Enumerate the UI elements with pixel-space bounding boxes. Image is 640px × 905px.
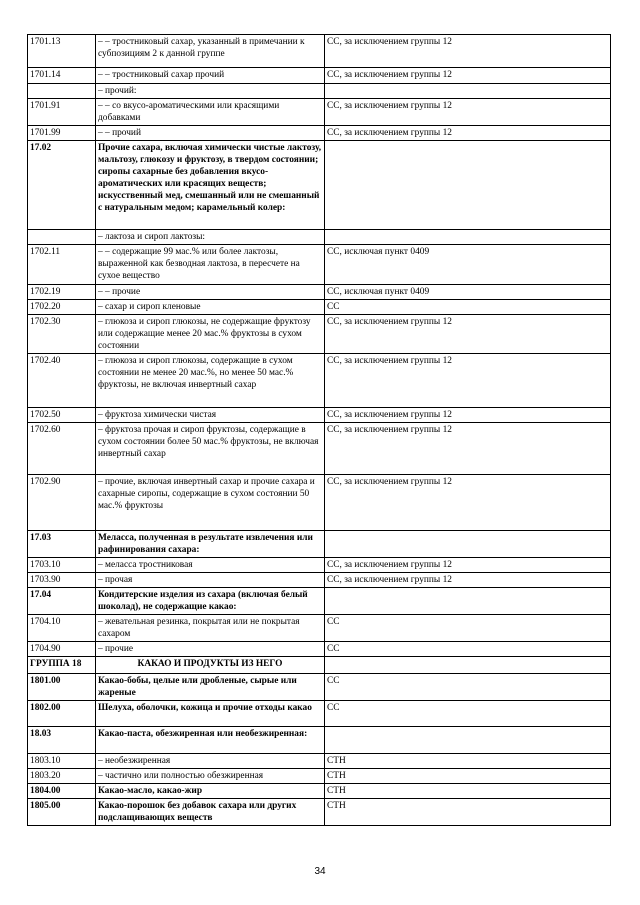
table-row: [28, 588, 611, 615]
table-row: [28, 558, 611, 573]
description-cell: Какао-порошок без добавок сахара или других подслащивающих веществ: [96, 799, 325, 826]
description-cell: – необезжиренная: [96, 754, 325, 769]
group-title: КАКАО И ПРОДУКТЫ ИЗ НЕГО: [96, 657, 325, 674]
table-row: [28, 68, 611, 84]
table-row: [28, 285, 611, 300]
table-row: [28, 245, 611, 285]
certification-cell: СТН: [325, 754, 611, 769]
certification-cell: СС, за исключением группы 12: [325, 315, 611, 354]
description-cell: – – тростниковый сахар, указанный в примечании к субпозициям 2 к данной группе: [96, 35, 325, 68]
certification-cell: СС, за исключением группы 12: [325, 558, 611, 573]
table-row: [28, 531, 611, 558]
description-cell: – – содержащие 99 мас.% или более лактозы, выраженной как безводная лактоза, в пересчете на сухое вещество: [96, 245, 325, 285]
hs-code-cell: 1703.90: [28, 573, 96, 588]
hs-code-cell: 1803.10: [28, 754, 96, 769]
description-cell: Какао-паста, обезжиренная или необезжиренная:: [96, 727, 325, 754]
hs-code-cell: 1805.00: [28, 799, 96, 826]
hs-code-cell: 1702.30: [28, 315, 96, 354]
table-row: [28, 615, 611, 642]
description-cell: – прочие: [96, 642, 325, 657]
table-row: [28, 674, 611, 701]
description-cell: Шелуха, оболочки, кожица и прочие отходы какао: [96, 701, 325, 727]
hs-code-cell: 1704.90: [28, 642, 96, 657]
hs-code-cell: 1701.99: [28, 126, 96, 141]
hs-code-cell: 1702.20: [28, 300, 96, 315]
table-row: [28, 408, 611, 423]
hs-code-cell: [28, 230, 96, 245]
table-row: [28, 354, 611, 408]
table-row: [28, 126, 611, 141]
description-cell: – – прочий: [96, 126, 325, 141]
description-cell: Меласса, полученная в результате извлечения или рафинирования сахара:: [96, 531, 325, 558]
tariff-table: [27, 34, 611, 826]
certification-cell: СС: [325, 300, 611, 315]
certification-cell: СС, за исключением группы 12: [325, 475, 611, 531]
hs-code-cell: 1702.90: [28, 475, 96, 531]
table-row: [28, 769, 611, 784]
description-cell: – – прочие: [96, 285, 325, 300]
description-cell: – глюкоза и сироп глюкозы, не содержащие фруктозу или содержащие менее 20 мас.% фруктозы в сухом состоянии: [96, 315, 325, 354]
table-row: [28, 642, 611, 657]
certification-cell: СС, за исключением группы 12: [325, 573, 611, 588]
hs-code-cell: [28, 84, 96, 99]
table-row: [28, 784, 611, 799]
table-row: [28, 701, 611, 727]
description-cell: Прочие сахара, включая химически чистые лактозу, мальтозу, глюкозу и фруктозу, в твердом состоянии; сиропы сахарные без добавления вкусо-ароматических или красящих веществ; искусственный мед, смешанный или не смешанный с натуральным медом; карамельный колер:: [96, 141, 325, 230]
description-cell: – сахар и сироп кленовые: [96, 300, 325, 315]
hs-code-cell: 17.02: [28, 141, 96, 230]
table-row: [28, 799, 611, 826]
hs-code-cell: 1702.19: [28, 285, 96, 300]
group-label: ГРУППА 18: [28, 657, 96, 674]
table-row: [28, 657, 611, 674]
certification-cell: СС, за исключением группы 12: [325, 126, 611, 141]
certification-cell: [325, 230, 611, 245]
table-row: [28, 84, 611, 99]
table-row: [28, 573, 611, 588]
certification-cell: СС, за исключением группы 12: [325, 35, 611, 68]
hs-code-cell: 1702.40: [28, 354, 96, 408]
certification-cell: СС, за исключением группы 12: [325, 423, 611, 475]
description-cell: – – со вкусо-ароматическими или красящими добавками: [96, 99, 325, 126]
description-cell: – жевательная резинка, покрытая или не покрытая сахаром: [96, 615, 325, 642]
description-cell: – частично или полностью обезжиренная: [96, 769, 325, 784]
certification-cell: СТН: [325, 769, 611, 784]
hs-code-cell: 1801.00: [28, 674, 96, 701]
certification-cell: [325, 531, 611, 558]
page-number: 34: [314, 866, 326, 877]
description-cell: – фруктоза прочая и сироп фруктозы, содержащие в сухом состоянии более 50 мас.% фруктозы, не включая инвертный сахар: [96, 423, 325, 475]
certification-cell: СС: [325, 674, 611, 701]
certification-cell: СС, за исключением группы 12: [325, 99, 611, 126]
certification-cell: СС, за исключением группы 12: [325, 354, 611, 408]
certification-cell: СС, за исключением группы 12: [325, 68, 611, 84]
description-cell: Какао-бобы, целые или дробленые, сырые или жареные: [96, 674, 325, 701]
table-row: [28, 35, 611, 68]
description-cell: – меласса тростниковая: [96, 558, 325, 573]
certification-cell: [325, 727, 611, 754]
certification-cell: СТН: [325, 799, 611, 826]
certification-cell: СС, за исключением группы 12: [325, 408, 611, 423]
certification-cell: [325, 84, 611, 99]
table-row: [28, 99, 611, 126]
certification-cell: [325, 141, 611, 230]
hs-code-cell: 1702.60: [28, 423, 96, 475]
hs-code-cell: 1703.10: [28, 558, 96, 573]
hs-code-cell: 17.04: [28, 588, 96, 615]
description-cell: – прочая: [96, 573, 325, 588]
hs-code-cell: 18.03: [28, 727, 96, 754]
hs-code-cell: 1802.00: [28, 701, 96, 727]
table-row: [28, 423, 611, 475]
table-body: [28, 35, 611, 826]
description-cell: Какао-масло, какао-жир: [96, 784, 325, 799]
hs-code-cell: 1804.00: [28, 784, 96, 799]
certification-cell: СС: [325, 615, 611, 642]
description-cell: – – тростниковый сахар прочий: [96, 68, 325, 84]
description-cell: – прочие, включая инвертный сахар и прочие сахара и сахарные сиропы, содержащие в сухом состоянии 50 мас.% фруктозы: [96, 475, 325, 531]
hs-code-cell: 1702.50: [28, 408, 96, 423]
description-cell: – глюкоза и сироп глюкозы, содержащие в сухом состоянии не менее 20 мас.%, но менее 50 мас.% фруктозы, не включая инвертный сахар: [96, 354, 325, 408]
certification-cell: СС, исключая пункт 0409: [325, 285, 611, 300]
table-row: [28, 315, 611, 354]
description-cell: Кондитерские изделия из сахара (включая белый шоколад), не содержащие какао:: [96, 588, 325, 615]
table-row: [28, 230, 611, 245]
certification-cell: СС, исключая пункт 0409: [325, 245, 611, 285]
description-cell: – прочий:: [96, 84, 325, 99]
table-row: [28, 475, 611, 531]
hs-code-cell: 1701.14: [28, 68, 96, 84]
certification-cell: [325, 588, 611, 615]
hs-code-cell: 1803.20: [28, 769, 96, 784]
certification-cell: СС: [325, 701, 611, 727]
certification-cell: СТН: [325, 784, 611, 799]
description-cell: – фруктоза химически чистая: [96, 408, 325, 423]
hs-code-cell: 17.03: [28, 531, 96, 558]
hs-code-cell: 1701.91: [28, 99, 96, 126]
table-row: [28, 141, 611, 230]
certification-cell: [325, 657, 611, 674]
table-row: [28, 754, 611, 769]
hs-code-cell: 1702.11: [28, 245, 96, 285]
table-row: [28, 300, 611, 315]
hs-code-cell: 1704.10: [28, 615, 96, 642]
hs-code-cell: 1701.13: [28, 35, 96, 68]
certification-cell: СС: [325, 642, 611, 657]
description-cell: – лактоза и сироп лактозы:: [96, 230, 325, 245]
table-row: [28, 727, 611, 754]
